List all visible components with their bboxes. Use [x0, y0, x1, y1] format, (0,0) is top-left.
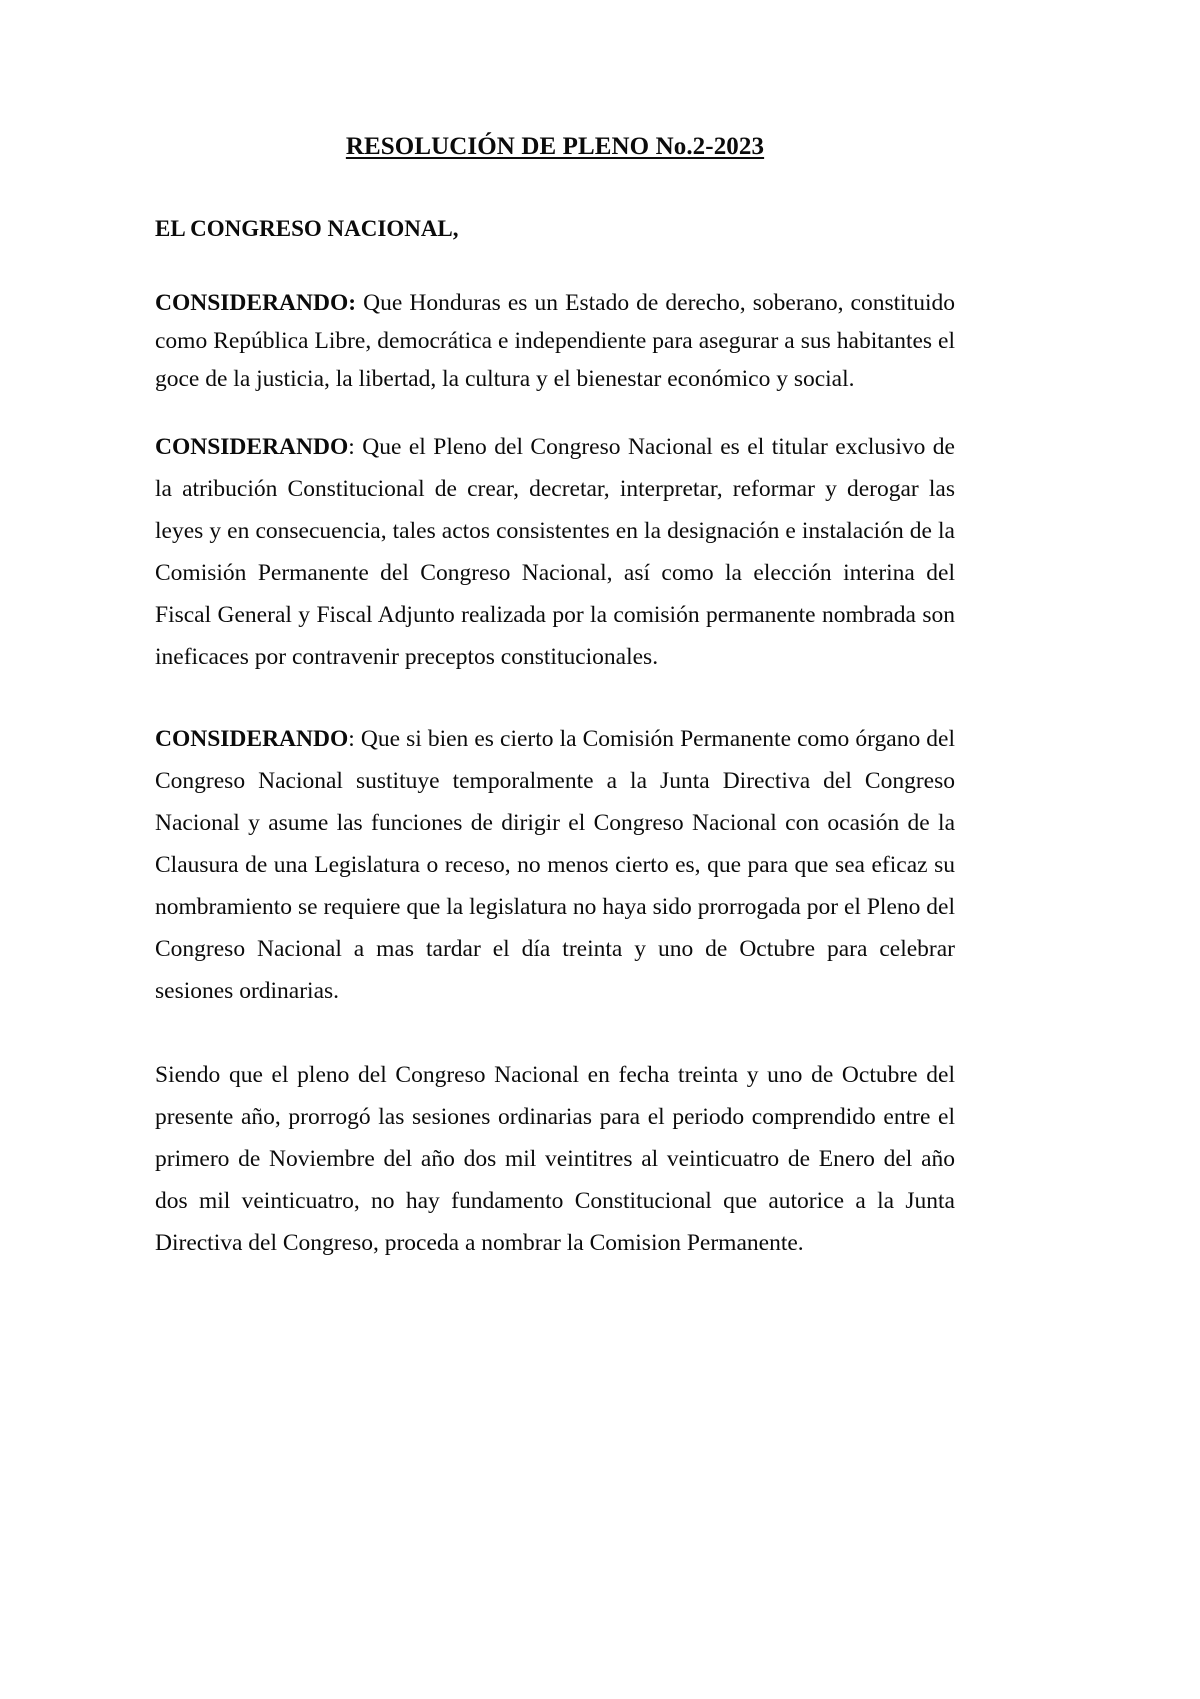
paragraph-body-2: : Que el Pleno del Congreso Nacional es el titular exclusivo de la atribución Constitucional de crear, decretar, interpretar, reformar y derogar las leyes y en consecuencia, tales actos consistentes en la designación e instalación de la Comisión Permanente del Congreso Nacional, así como la elección interina del Fiscal General y Fiscal Adjunto realizada por la comisión permanente nombrada son ineficaces por contravenir preceptos constitucionales. — [155, 434, 955, 671]
paragraph-lead-3: CONSIDERANDO — [155, 726, 349, 753]
page-title — [155, 0, 955, 162]
paragraph-lead-1: CONSIDERANDO: — [155, 290, 357, 317]
paragraph-body-1: Que Honduras es un Estado de derecho, soberano, constituido como República Libre, democrática e independiente para asegurar a sus habitantes el goce de la justicia, la libertad, la cultura y el bienestar económico y social. — [155, 290, 955, 393]
page-title-text: RESOLUCIÓN DE PLENO No.2-2023 — [345, 133, 765, 160]
paragraph-body-3: : Que si bien es cierto la Comisión Permanente como órgano del Congreso Nacional sustituye temporalmente a la Junta Directiva del Congreso Nacional y asume las funciones de dirigir el Congreso Nacional con ocasión de la Clausura de una Legislatura o receso, no menos cierto es, que para que sea eficaz su nombramiento se requiere que la legislatura no haya sido prorrogada por el Pleno del Congreso Nacional a mas tardar el día treinta y uno de Octubre para celebrar sesiones ordinarias. — [155, 726, 955, 1005]
paragraph-lead-2: CONSIDERANDO — [155, 434, 349, 461]
paragraph-considerando-2 — [155, 398, 955, 678]
paragraph-siendo-que — [155, 1012, 955, 1264]
paragraph-considerando-1 — [155, 242, 955, 398]
organization-heading: EL CONGRESO NACIONAL, — [155, 215, 459, 241]
document-content — [155, 0, 955, 1264]
paragraph-considerando-3 — [155, 678, 955, 1012]
paragraph-body-4: Siendo que el pleno del Congreso Nacional en fecha treinta y uno de Octubre del presente año, prorrogó las sesiones ordinarias para el periodo comprendido entre el primero de Noviembre del año dos mil veintitres al veinticuatro de Enero del año dos mil veinticuatro, no hay fundamento Constitucional que autorice a la Junta Directiva del Congreso, proceda a nombrar la Comision Permanente. — [155, 1062, 955, 1257]
